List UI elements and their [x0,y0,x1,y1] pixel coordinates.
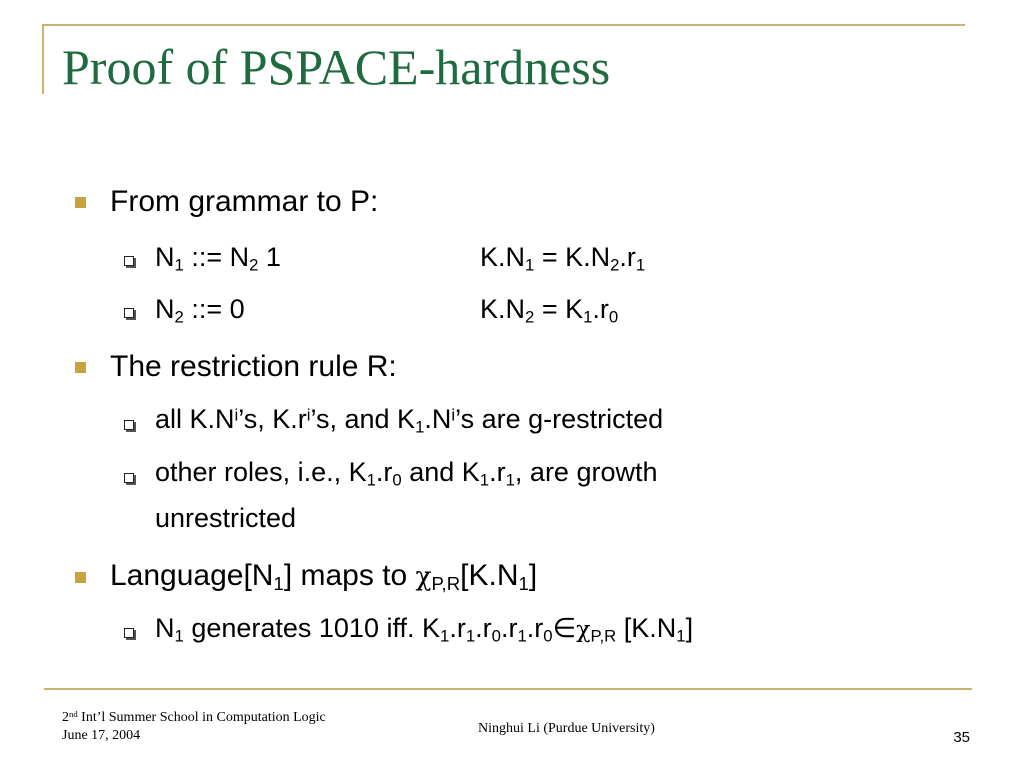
slide-title: Proof of PSPACE-hardness [62,39,611,95]
generates-item: $N_1$ generates 1010 iff. $K_1.r_1.r_0.r_1.r_0\in\chi_{P,R}$ $[K.N_1]$ [155,613,694,646]
statement-n2: $K.N_2 = K_1.r_0$ [480,294,619,327]
growth-unrestricted-item: other roles, i.e., $K_1.r_0$ and $K_1.r_1$, are growth [155,457,658,490]
footer-author: Ninghui Li (Purdue University) [478,721,655,736]
bullet-square-icon [75,362,86,373]
footer-rule [44,688,972,690]
sub-bullet-icon [124,308,134,318]
sub-bullet-icon [124,628,134,638]
statement-n1: $K.N_1 = K.N_2.r_1$ [480,242,646,275]
footer-event: 2nd Int’l Summer School in Computation Logic June 17, 2004 [62,709,326,743]
bullet-grammar: From grammar to P: [110,185,379,218]
growth-unrestricted-continuation: unrestricted [155,503,297,533]
top-rule [42,24,965,26]
bullet-language: $Language[N_1]$ maps to $\chi_{P,R}[K.N_1]$ [110,559,538,595]
sub-bullet-icon [124,420,134,430]
rule-n1: $N_1$ ::= $N_2$ 1 [155,242,281,275]
footer-date: June 17, 2004 [62,727,141,743]
sub-bullet-icon [124,473,134,483]
rule-n2: $N_2$ ::= 0 [155,294,245,327]
bullet-restriction: The restriction rule R: [110,350,397,383]
sub-bullet-icon [124,256,134,266]
page-number: 35 [953,729,970,746]
left-rule [42,24,44,94]
bullet-square-icon [75,197,86,208]
g-restricted-item: all $K.N^i’s$, $K.r^i’s$, and $K_1.N^i’s$ are g-restricted [155,404,664,437]
bullet-square-icon [75,572,86,583]
